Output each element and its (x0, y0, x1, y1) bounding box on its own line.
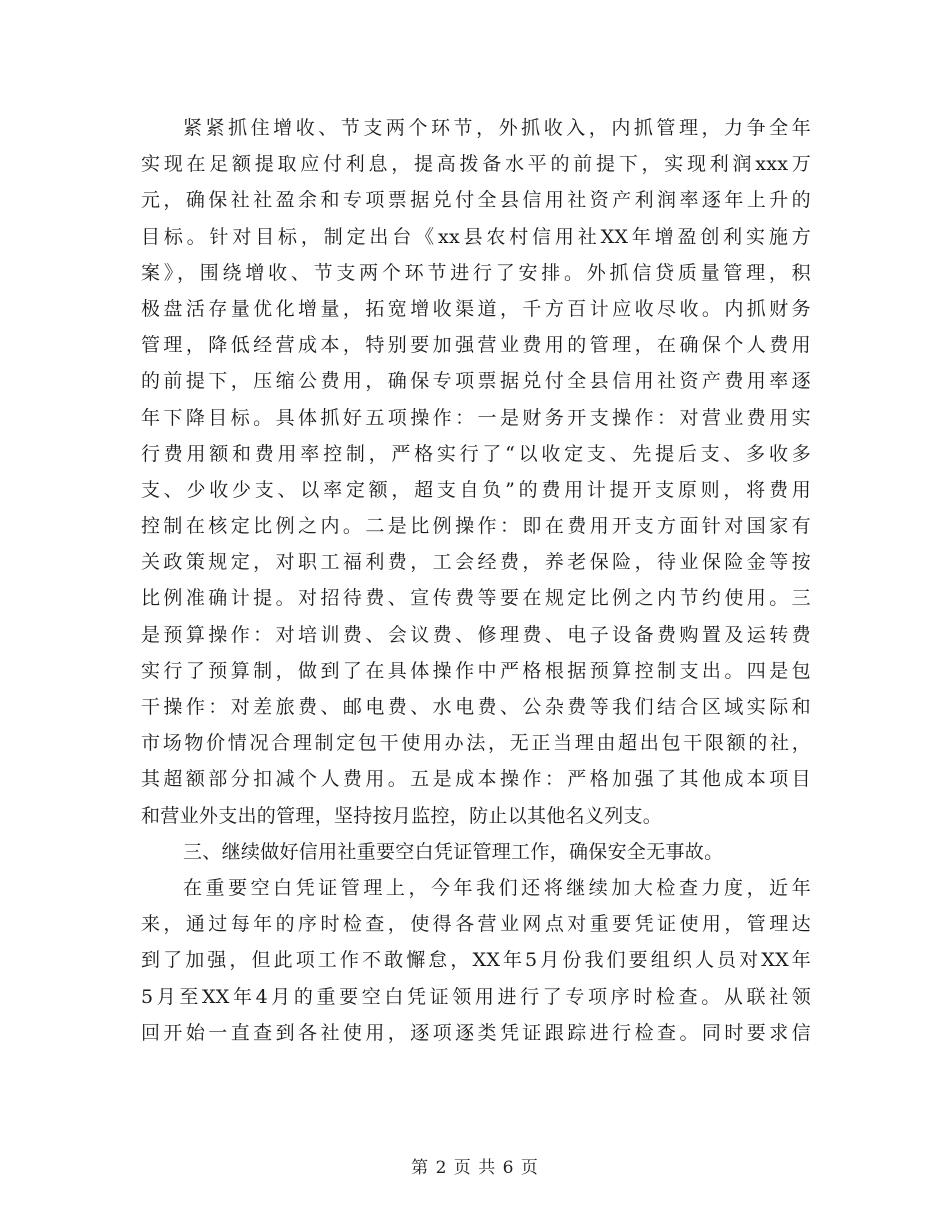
paragraph-line: 回开始一直查到各社使用，逐项逐类凭证跟踪进行检查。同时要求信 (141, 1021, 811, 1044)
paragraph-line: 实行了预算制，做到了在具体操作中严格根据预算控制支出。四是包 (141, 659, 811, 682)
paragraph-line: 在重要空白凭证管理上，今年我们还将继续加大检查力度，近年 (183, 876, 811, 899)
paragraph-line: 干操作：对差旅费、邮电费、水电费、公杂费等我们结合区域实际和 (141, 696, 811, 718)
paragraph-line: 比例准确计提。对招待费、宣传费等要在规定比例之内节约使用。三 (141, 587, 811, 610)
paragraph-line: 的前提下，压缩公费用，确保专项票据兑付全县信用社资产费用率逐 (141, 370, 811, 393)
paragraph-line: 和营业外支出的管理，坚持按月监控，防止以其他名义列支。 (141, 804, 663, 827)
paragraph-line: 案》，围绕增收、节支两个环节进行了安排。外抓信贷质量管理，积 (141, 261, 811, 284)
paragraph-line: 目标。针对目标，制定出台《xx县农村信用社XX年增盈创利实施方 (141, 225, 811, 248)
paragraph-line: 极盘活存量优化增量，拓宽增收渠道，千方百计应收尽收。内抓财务 (141, 297, 811, 320)
paragraph-line: 管理，降低经营成本，特别要加强营业费用的管理，在确保个人费用 (141, 334, 811, 357)
paragraph-line: 来，通过每年的序时检查，使得各营业网点对重要凭证使用，管理达 (141, 913, 811, 936)
paragraph-line: 5月至XX年4月的重要空白凭证领用进行了专项序时检查。从联社领 (141, 985, 811, 1008)
document-body (141, 110, 811, 1051)
paragraph-line: 市场物价情况合理制定包干使用办法，无正当理由超出包干限额的社， (141, 732, 811, 755)
page-number: 第 2 页 共 6 页 (411, 1158, 539, 1178)
paragraph-line: 紧紧抓住增收、节支两个环节，外抓收入，内抓管理，力争全年 (183, 117, 811, 139)
paragraph-line: 到了加强，但此项工作不敢懈怠，XX年5月份我们要组织人员对XX年 (141, 949, 811, 972)
paragraph-line: 是预算操作：对培训费、会议费、修理费、电子设备费购置及运转费 (141, 623, 811, 646)
section-heading: 三、继续做好信用社重要空白凭证管理工作，确保安全无事故。 (183, 840, 724, 863)
paragraph-line: 实现在足额提取应付利息，提高拨备水平的前提下，实现利润xxx万 (141, 153, 811, 176)
paragraph-line: 年下降目标。具体抓好五项操作：一是财务开支操作：对营业费用实 (141, 406, 811, 429)
page-footer (0, 1153, 950, 1178)
paragraph-line: 支、少收少支、以率定额，超支自负”的费用计提开支原则，将费用 (141, 478, 811, 501)
paragraph-line: 行费用额和费用率控制，严格实行了“以收定支、先提后支、多收多 (141, 442, 811, 465)
paragraph-line: 其超额部分扣减个人费用。五是成本操作：严格加强了其他成本项目 (141, 768, 811, 791)
paragraph-line: 控制在核定比例之内。二是比例操作：即在费用开支方面针对国家有 (141, 515, 811, 538)
paragraph-line: 关政策规定，对职工福利费，工会经费，养老保险，待业保险金等按 (141, 551, 811, 574)
paragraph-line: 元，确保社社盈余和专项票据兑付全县信用社资产利润率逐年上升的 (141, 189, 811, 212)
